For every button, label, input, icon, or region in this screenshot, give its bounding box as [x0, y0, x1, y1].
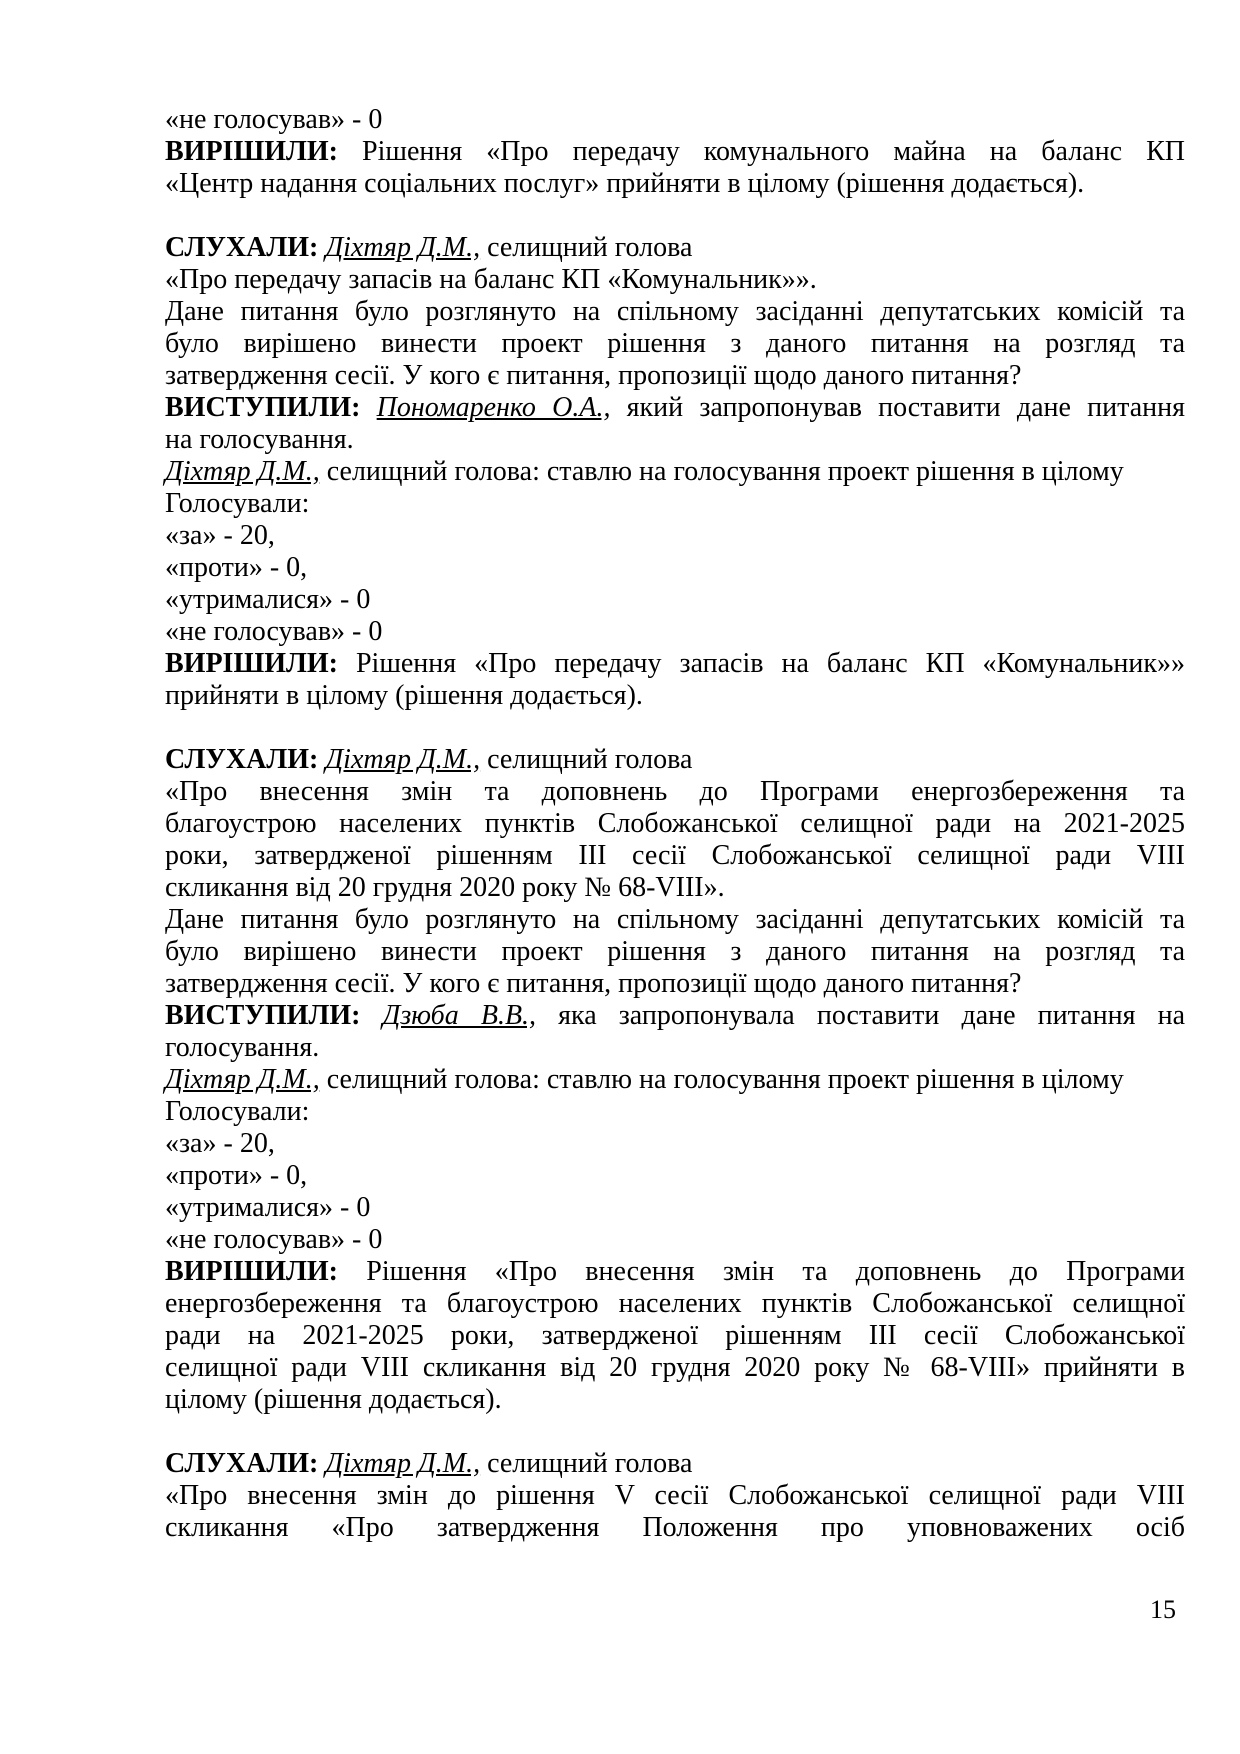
- speaker-name: Діхтяр Д.М.,: [165, 1064, 320, 1095]
- vote-none-line: «не голосував» - 0: [165, 104, 383, 135]
- vote-none-line: «не голосував» - 0: [165, 616, 383, 647]
- vote-for-line: «за» - 20,: [165, 520, 275, 551]
- heard-label: СЛУХАЛИ:: [165, 1448, 319, 1479]
- agenda-title: «Про передачу запасів на баланс КП «Комунальник»».: [165, 264, 817, 295]
- discussion-line: затвердження сесії. У кого є питання, пропозиції щодо даного питання?: [165, 360, 1022, 391]
- speaker-name: Діхтяр Д.М.,: [165, 456, 320, 487]
- discussion-line: Дане питання було розглянуто на спільному засіданні депутатських комісій та: [165, 904, 1185, 935]
- resolution-line: селищної ради VIII скликання від 20 грудня 2020 року № 68-VIII» прийняти в: [165, 1352, 1185, 1383]
- voted-label: Голосували:: [165, 1096, 310, 1127]
- resolution-line: ВИРІШИЛИ: Рішення «Про передачу комунального майна на баланс КП: [165, 136, 1185, 167]
- voted-label: Голосували:: [165, 488, 310, 519]
- spoke-line: ВИСТУПИЛИ: Дзюба В.В., яка запропонувала поставити дане питання на: [165, 1000, 1185, 1031]
- discussion-line: було вирішено винести проект рішення з даного питання на розгляд та: [165, 936, 1185, 967]
- resolved-label: ВИРІШИЛИ:: [165, 648, 338, 679]
- spoke-label: ВИСТУПИЛИ:: [165, 1000, 361, 1031]
- spoke-label: ВИСТУПИЛИ:: [165, 392, 361, 423]
- resolution-line: цілому (рішення додається).: [165, 1384, 502, 1415]
- spoke-line: на голосування.: [165, 424, 354, 455]
- discussion-line: затвердження сесії. У кого є питання, пропозиції щодо даного питання?: [165, 968, 1022, 999]
- agenda-title: скликання від 20 грудня 2020 року № 68-VIII».: [165, 872, 725, 903]
- resolution-line: енергозбереження та благоустрою населених пунктів Слобожанської селищної: [165, 1288, 1185, 1319]
- agenda-title: роки, затвердженої рішенням ІІІ сесії Слобожанської селищної ради VIII: [165, 840, 1185, 871]
- resolution-line: ВИРІШИЛИ: Рішення «Про внесення змін та доповнень до Програми: [165, 1256, 1185, 1287]
- resolution-line: «Центр надання соціальних послуг» прийняти в цілому (рішення додається).: [165, 168, 1085, 199]
- heard-line: СЛУХАЛИ: Діхтяр Д.М., селищний голова: [165, 1448, 693, 1479]
- discussion-line: Дане питання було розглянуто на спільному засіданні депутатських комісій та: [165, 296, 1185, 327]
- vote-against-line: «проти» - 0,: [165, 552, 308, 583]
- heard-line: СЛУХАЛИ: Діхтяр Д.М., селищний голова: [165, 744, 693, 775]
- heard-label: СЛУХАЛИ:: [165, 744, 319, 775]
- spoke-line: ВИСТУПИЛИ: Пономаренко О.А., який запропонував поставити дане питання: [165, 392, 1186, 423]
- vote-for-line: «за» - 20,: [165, 1128, 275, 1159]
- vote-abstain-line: «утрималися» - 0: [165, 584, 371, 615]
- put-to-vote-line: Діхтяр Д.М., селищний голова: ставлю на голосування проект рішення в цілому: [165, 456, 1124, 487]
- agenda-title: «Про внесення змін до рішення V сесії Слобожанської селищної ради VIII: [165, 1480, 1185, 1511]
- resolved-label: ВИРІШИЛИ:: [165, 136, 338, 167]
- vote-abstain-line: «утрималися» - 0: [165, 1192, 371, 1223]
- heard-label: СЛУХАЛИ:: [165, 232, 319, 263]
- resolution-line: ради на 2021-2025 роки, затвердженої рішенням ІІІ сесії Слобожанської: [165, 1320, 1185, 1351]
- agenda-title: благоустрою населених пунктів Слобожанської селищної ради на 2021-2025: [165, 808, 1185, 839]
- speaker-name: Дзюба В.В.,: [382, 1000, 537, 1031]
- heard-line: СЛУХАЛИ: Діхтяр Д.М., селищний голова: [165, 232, 693, 263]
- agenda-title: «Про внесення змін та доповнень до Програми енергозбереження та: [165, 776, 1185, 807]
- vote-none-line: «не голосував» - 0: [165, 1224, 383, 1255]
- page-number: 15: [1150, 1595, 1176, 1624]
- speaker-name: Діхтяр Д.М.,: [325, 1448, 481, 1479]
- resolved-label: ВИРІШИЛИ:: [165, 1256, 338, 1287]
- discussion-line: було вирішено винести проект рішення з даного питання на розгляд та: [165, 328, 1185, 359]
- vote-against-line: «проти» - 0,: [165, 1160, 308, 1191]
- resolution-line: ВИРІШИЛИ: Рішення «Про передачу запасів на баланс КП «Комунальник»»: [165, 648, 1185, 679]
- spoke-line: голосування.: [165, 1032, 320, 1063]
- put-to-vote-line: Діхтяр Д.М., селищний голова: ставлю на голосування проект рішення в цілому: [165, 1064, 1124, 1095]
- speaker-name: Пономаренко О.А.,: [376, 392, 611, 423]
- speaker-name: Діхтяр Д.М.,: [325, 232, 481, 263]
- resolution-line: прийняти в цілому (рішення додається).: [165, 680, 643, 711]
- document-page: [165, 104, 1185, 1544]
- agenda-title: скликання «Про затвердження Положення про уповноважених осіб: [165, 1512, 1185, 1543]
- speaker-name: Діхтяр Д.М.,: [325, 744, 481, 775]
